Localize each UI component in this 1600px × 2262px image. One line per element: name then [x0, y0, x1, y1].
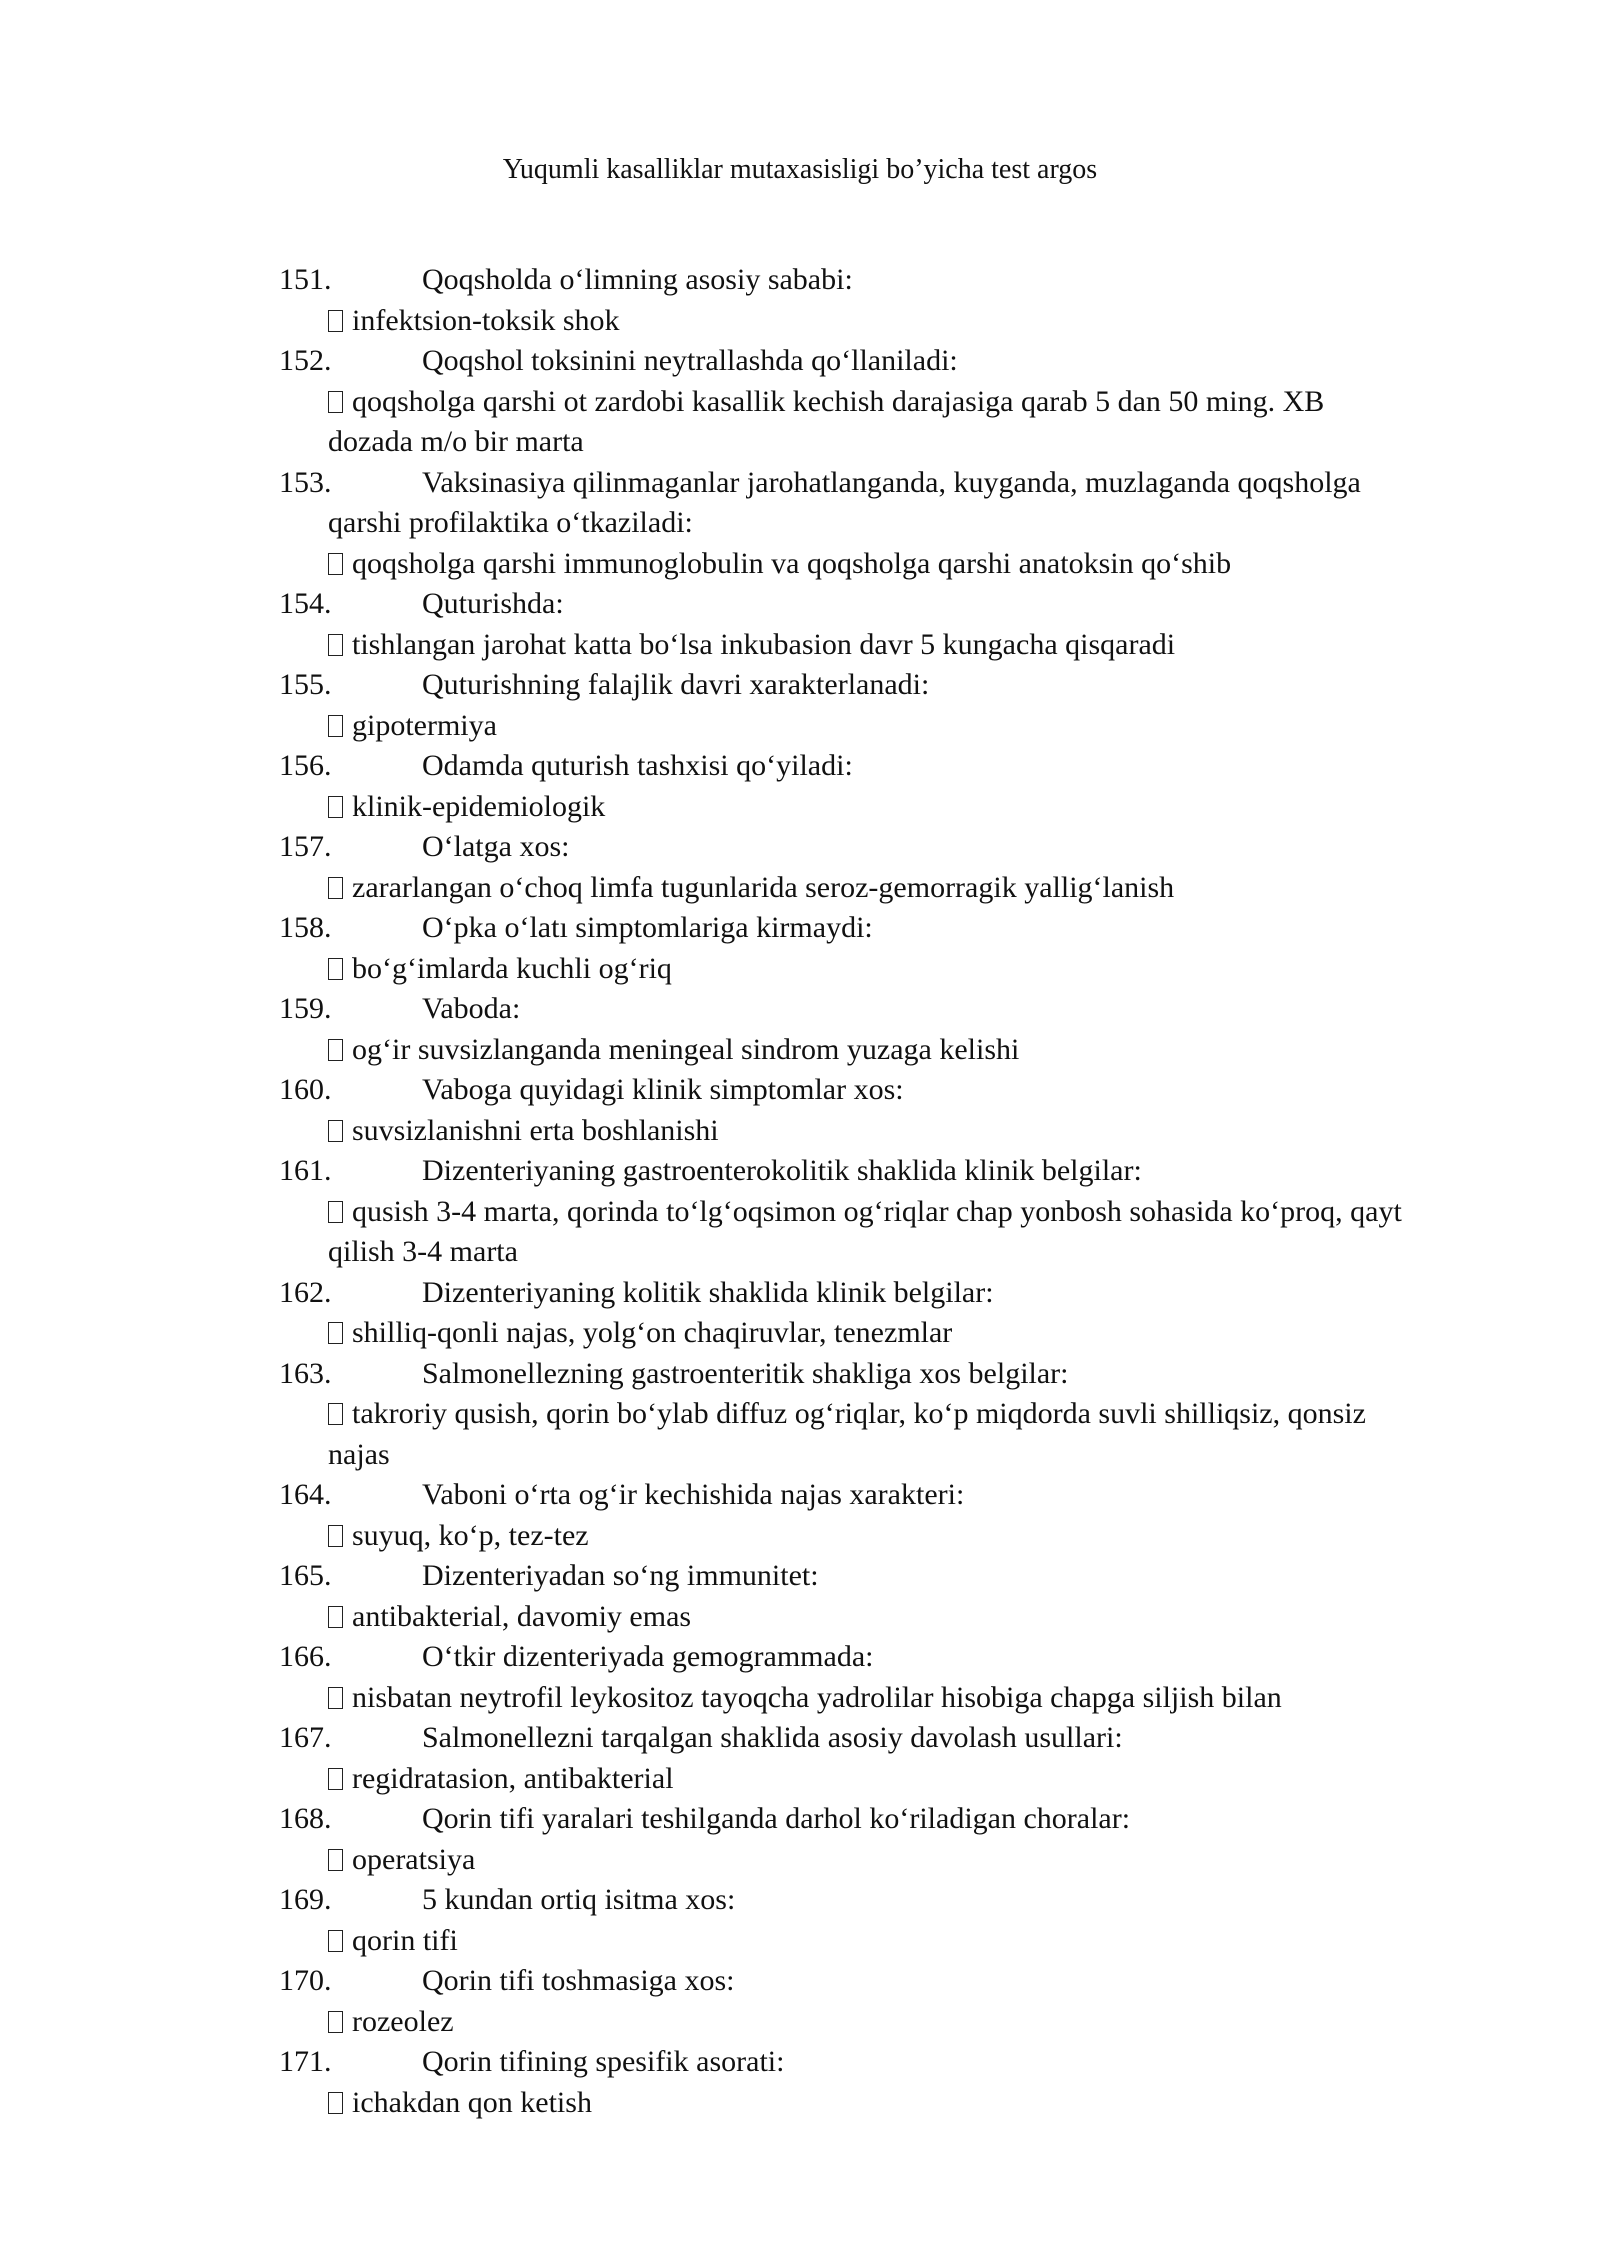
answer-marker-icon	[328, 2011, 343, 2033]
question-text: Dizenteriyadan so‘ng immunitet:	[422, 1559, 819, 1592]
answer-marker-icon	[328, 310, 343, 332]
answer-line	[279, 301, 1499, 342]
question-text: Salmonellezni tarqalgan shaklida asosiy davolash usullari:	[422, 1721, 1123, 1754]
answer-line	[279, 544, 1499, 585]
question-item	[279, 827, 1499, 908]
answer-text: qoqsholga qarshi immunoglobulin va qoqsholga qarshi anatoksin qo‘shib	[352, 546, 1232, 580]
question-item	[279, 1556, 1499, 1637]
answer-text: infektsion-toksik shok	[352, 303, 620, 337]
answer-marker-icon	[328, 391, 343, 413]
question-text: 5 kundan ortiq isitma xos:	[422, 1883, 736, 1916]
question-number: 160.	[279, 1073, 332, 1106]
question-item	[279, 463, 1499, 585]
answer-text: takroriy qusish, qorin bo‘ylab diffuz og‘riqlar, ko‘p miqdorda suvli shilliqsiz, qonsiz	[352, 1397, 1366, 1430]
question-item	[279, 1475, 1499, 1556]
answer-marker-icon	[328, 1201, 343, 1223]
answer-text: antibakterial, davomiy emas	[352, 1599, 692, 1633]
answer-line	[279, 1840, 1499, 1881]
answer-marker-icon	[328, 715, 343, 737]
answer-marker-icon	[328, 796, 343, 818]
question-line	[279, 1070, 1499, 1111]
question-item	[279, 989, 1499, 1070]
question-number: 152.	[279, 344, 332, 377]
document-title: Yuqumli kasalliklar mutaxasisligi bo’yicha test argos	[502, 154, 1098, 185]
question-text: Qoqshol toksinini neytrallashda qo‘llaniladi:	[422, 344, 958, 377]
answer-marker-icon	[328, 1525, 343, 1547]
question-item	[279, 1880, 1499, 1961]
answer-line	[279, 868, 1499, 909]
answer-line	[279, 2002, 1499, 2043]
answer-line	[279, 1678, 1499, 1719]
question-line	[279, 746, 1499, 787]
question-number: 158.	[279, 911, 332, 944]
answer-marker-icon	[328, 1039, 343, 1061]
answer-marker-icon	[328, 1403, 343, 1425]
question-line	[279, 1354, 1499, 1395]
question-item	[279, 665, 1499, 746]
question-number: 161.	[279, 1154, 332, 1187]
question-line	[279, 1961, 1499, 2002]
question-text: O‘pka o‘latı simptomlariga kirmaydi:	[422, 911, 873, 944]
question-number: 164.	[279, 1478, 332, 1511]
question-item	[279, 1273, 1499, 1354]
question-line	[279, 1718, 1499, 1759]
answer-line	[279, 1516, 1499, 1557]
answer-text: shilliq-qonli najas, yolg‘on chaqiruvlar, tenezmlar	[352, 1316, 953, 1349]
answer-text: operatsiya	[352, 1842, 476, 1876]
answer-marker-icon	[328, 1768, 343, 1790]
question-line	[279, 989, 1499, 1030]
question-text: Qorin tifining spesifik asorati:	[422, 2045, 785, 2078]
question-number: 162.	[279, 1275, 332, 1309]
answer-text-continuation: dozada m/o bir marta	[328, 425, 584, 458]
question-item	[279, 584, 1499, 665]
question-line	[279, 1151, 1499, 1192]
answer-marker-icon	[328, 634, 343, 656]
question-text: Odamda quturish tashxisi qo‘yiladi:	[422, 749, 853, 782]
question-number: 165.	[279, 1559, 332, 1592]
answer-line	[279, 1597, 1499, 1638]
question-item	[279, 341, 1499, 463]
answer-text: ichakdan qon ketish	[352, 2085, 592, 2119]
answer-text: suyuq, ko‘p, tez-tez	[352, 1518, 589, 1552]
question-item	[279, 2042, 1499, 2123]
question-text: Qoqsholda o‘limning asosiy sababi:	[422, 263, 853, 296]
question-item	[279, 260, 1499, 341]
question-text: O‘latga xos:	[422, 830, 570, 863]
question-number: 168.	[279, 1802, 332, 1835]
question-line	[279, 260, 1499, 301]
question-text: Quturishning falajlik davri xarakterlanadi:	[422, 668, 930, 701]
question-line	[279, 463, 1499, 504]
answer-line	[279, 1921, 1499, 1962]
question-item	[279, 746, 1499, 827]
question-number: 169.	[279, 1883, 332, 1916]
question-number: 171.	[279, 2045, 332, 2078]
question-number: 157.	[279, 830, 332, 863]
question-line	[279, 1799, 1499, 1840]
answer-marker-icon	[328, 958, 343, 980]
answer-text: klinik-epidemiologik	[352, 789, 606, 823]
question-line	[279, 665, 1499, 706]
question-text: Vaboni o‘rta og‘ir kechishida najas xarakteri:	[422, 1478, 965, 1511]
question-line	[279, 2042, 1499, 2083]
answer-text: regidratasion, antibakterial	[352, 1761, 674, 1795]
question-text: Vaksinasiya qilinmaganlar jarohatlanganda, kuyganda, muzlaganda qoqsholga	[422, 465, 1361, 499]
question-item	[279, 1637, 1499, 1718]
question-line	[279, 1637, 1499, 1678]
answer-line	[279, 1111, 1499, 1152]
question-text-continuation: qarshi profilaktika o‘tkaziladi:	[328, 506, 693, 539]
answer-line	[279, 1313, 1499, 1354]
question-text: Vaboda:	[422, 992, 521, 1025]
question-text: Salmonellezning gastroenteritik shakliga xos belgilar:	[422, 1356, 1069, 1390]
question-number: 156.	[279, 749, 332, 782]
answer-marker-icon	[328, 553, 343, 575]
question-number: 170.	[279, 1964, 332, 1997]
answer-text: bo‘g‘imlarda kuchli og‘riq	[352, 951, 672, 985]
question-line	[279, 1880, 1499, 1921]
question-item	[279, 1799, 1499, 1880]
answer-text: og‘ir suvsizlanganda meningeal sindrom yuzaga kelishi	[352, 1032, 1020, 1066]
answer-marker-icon	[328, 877, 343, 899]
answer-marker-icon	[328, 1687, 343, 1709]
question-item	[279, 1961, 1499, 2042]
question-item	[279, 1354, 1499, 1476]
question-line	[279, 341, 1499, 382]
question-line	[279, 827, 1499, 868]
answer-text: qoqsholga qarshi ot zardobi kasallik kechish darajasiga qarab 5 dan 50 ming. XB	[352, 384, 1325, 418]
answer-text: zararlangan o‘choq limfa tugunlarida seroz-gemorragik yallig‘lanish	[352, 870, 1175, 904]
answer-line	[279, 2083, 1499, 2124]
question-line	[279, 1475, 1499, 1516]
answer-marker-icon	[328, 1930, 343, 1952]
question-item	[279, 908, 1499, 989]
question-number: 159.	[279, 992, 332, 1025]
answer-text: tishlangan jarohat katta bo‘lsa inkubasion davr 5 kungacha qisqaradi	[352, 627, 1176, 661]
question-text: Qorin tifi toshmasiga xos:	[422, 1964, 735, 1997]
question-number: 155.	[279, 668, 332, 701]
question-number: 166.	[279, 1640, 332, 1673]
answer-line	[279, 1759, 1499, 1800]
question-item	[279, 1070, 1499, 1151]
page-header	[60, 152, 1600, 188]
answer-line	[279, 1192, 1499, 1233]
question-number: 151.	[279, 263, 332, 296]
question-line	[279, 584, 1499, 625]
question-number: 167.	[279, 1721, 332, 1754]
question-text: Dizenteriyaning kolitik shaklida klinik belgilar:	[422, 1275, 994, 1309]
answer-text-continuation: najas	[328, 1437, 390, 1471]
question-list	[279, 260, 1499, 2123]
answer-marker-icon	[328, 2092, 343, 2114]
question-line	[279, 1556, 1499, 1597]
question-item	[279, 1151, 1499, 1273]
answer-marker-icon	[328, 1322, 343, 1344]
answer-line	[279, 706, 1499, 747]
answer-text: qusish 3-4 marta, qorinda to‘lg‘oqsimon og‘riqlar chap yonbosh sohasida ko‘proq, qayt	[352, 1194, 1402, 1228]
question-text: O‘tkir dizenteriyada gemogrammada:	[422, 1640, 874, 1673]
answer-text: rozeolez	[352, 2004, 454, 2038]
answer-text: nisbatan neytrofil leykositoz tayoqcha yadrolilar hisobiga chapga siljish bilan	[352, 1680, 1282, 1714]
question-text: Quturishda:	[422, 587, 564, 620]
question-text: Qorin tifi yaralari teshilganda darhol ko‘riladigan choralar:	[422, 1802, 1131, 1835]
question-line	[279, 1273, 1499, 1314]
question-number: 153.	[279, 465, 332, 499]
answer-line	[279, 1030, 1499, 1071]
question-line	[279, 908, 1499, 949]
answer-text: gipotermiya	[352, 708, 497, 742]
answer-line	[279, 949, 1499, 990]
answer-line	[279, 382, 1499, 423]
answer-line	[279, 787, 1499, 828]
answer-marker-icon	[328, 1849, 343, 1871]
question-text: Dizenteriyaning gastroenterokolitik shaklida klinik belgilar:	[422, 1154, 1142, 1187]
answer-marker-icon	[328, 1606, 343, 1628]
answer-line	[279, 1394, 1499, 1435]
question-number: 154.	[279, 587, 332, 620]
answer-text: suvsizlanishni erta boshlanishi	[352, 1113, 719, 1147]
question-number: 163.	[279, 1356, 332, 1390]
answer-text: qorin tifi	[352, 1923, 458, 1957]
question-text: Vaboga quyidagi klinik simptomlar xos:	[422, 1073, 904, 1106]
question-item	[279, 1718, 1499, 1799]
answer-marker-icon	[328, 1120, 343, 1142]
answer-text-continuation: qilish 3-4 marta	[328, 1235, 518, 1268]
answer-line	[279, 625, 1499, 666]
